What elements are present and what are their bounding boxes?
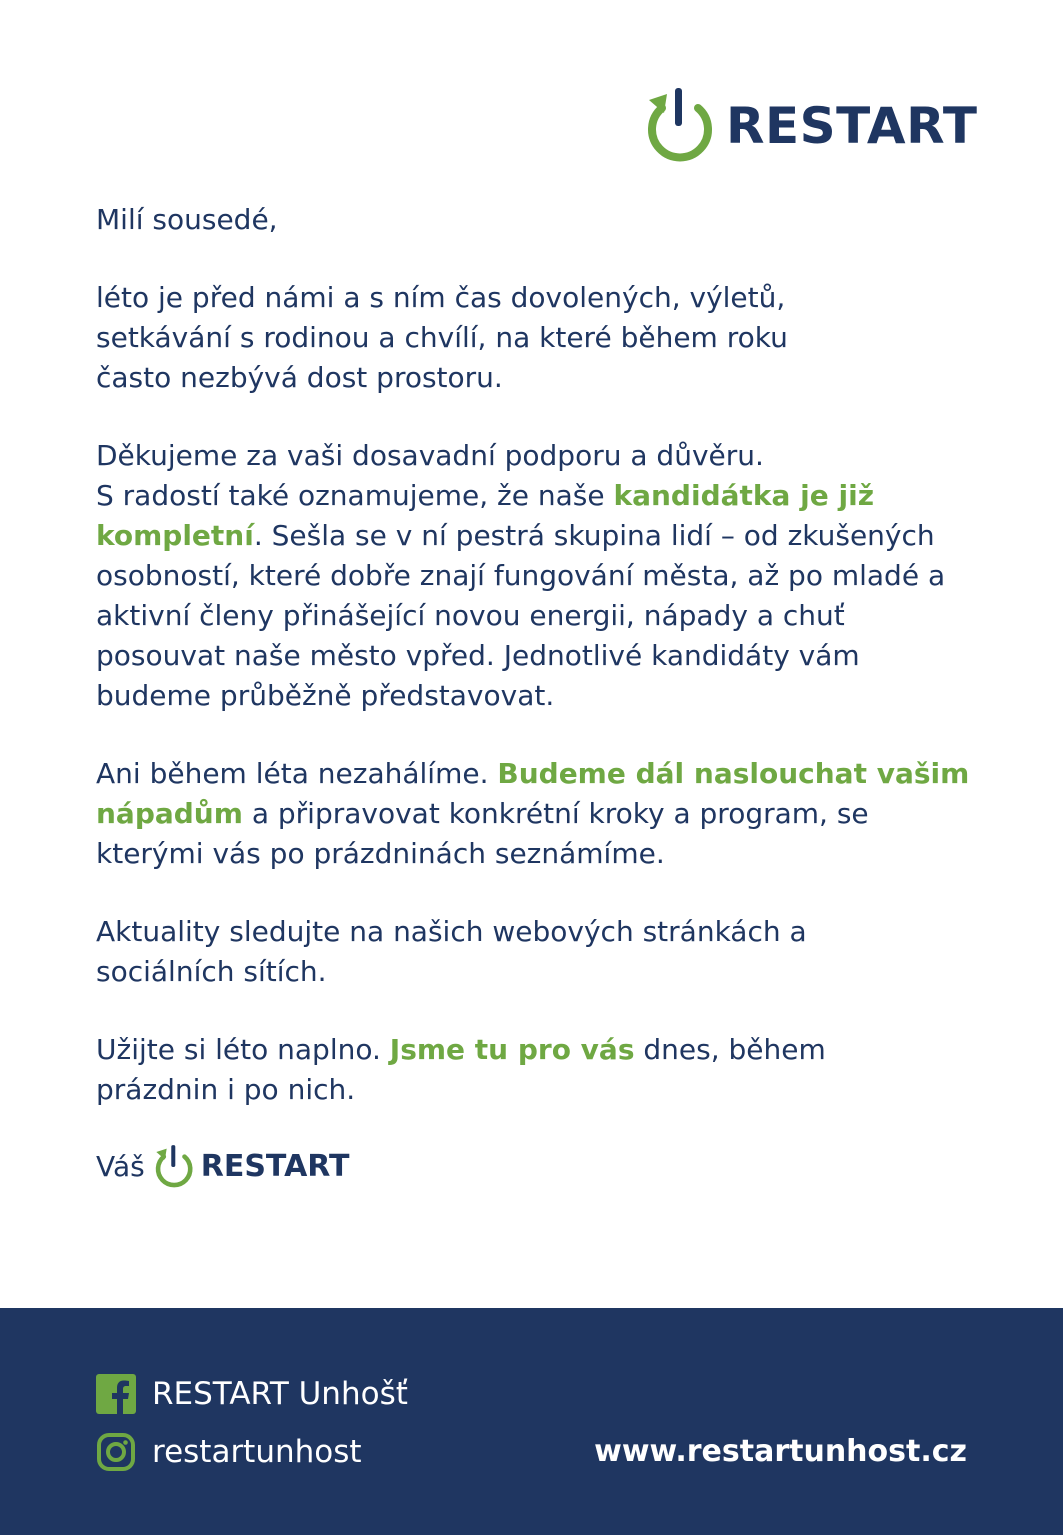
paragraph-summer-text: léto je před námi a s ním čas dovolených, výletů, setkávání s rodinou a chvílí, na které během roku často nezbývá dost prostoru. bbox=[96, 281, 788, 394]
logo-text: RESTART bbox=[726, 97, 978, 155]
highlight-listening: Budeme dál naslouchat vašim nápadům bbox=[96, 757, 970, 830]
instagram-link[interactable] bbox=[96, 1432, 362, 1472]
greeting: Milí sousedé, bbox=[96, 203, 278, 236]
paragraph-news bbox=[96, 912, 856, 992]
paragraph-enjoy-intro: Užijte si léto naplno. bbox=[96, 1033, 390, 1066]
paragraph-candidates-intro: S radostí také oznamujeme, že naše bbox=[96, 479, 614, 512]
paragraph-enjoy bbox=[96, 1030, 886, 1110]
facebook-label: RESTART Unhošť bbox=[152, 1376, 408, 1412]
facebook-icon bbox=[96, 1374, 136, 1414]
letter-body bbox=[96, 200, 976, 1190]
paragraph-summer bbox=[96, 278, 856, 398]
website-link[interactable]: www.restartunhost.cz bbox=[594, 1434, 967, 1469]
power-arrow-icon bbox=[151, 1144, 195, 1190]
paragraph-listening bbox=[96, 754, 976, 874]
footer bbox=[0, 1308, 1063, 1535]
paragraph-candidates-thanks: Děkujeme za vaši dosavadní podporu a důvěru. bbox=[96, 439, 764, 472]
paragraph-news-text: Aktuality sledujte na našich webových stránkách a sociálních sítích. bbox=[96, 915, 807, 988]
power-arrow-icon bbox=[640, 86, 716, 166]
paragraph-candidates bbox=[96, 436, 966, 716]
highlight-candidates: kandidátka je již kompletní bbox=[96, 479, 874, 552]
signature-logo-text: RESTART bbox=[200, 1149, 350, 1184]
paragraph-enjoy-rest: dnes, během prázdnin i po nich. bbox=[96, 1033, 826, 1106]
paragraph-listening-intro: Ani během léta nezahálíme. bbox=[96, 757, 498, 790]
signature-prefix: Váš bbox=[96, 1150, 145, 1183]
paragraph-listening-rest: a připravovat konkrétní kroky a program, se kterými vás po prázdninách seznámíme. bbox=[96, 797, 869, 870]
facebook-link[interactable] bbox=[96, 1374, 408, 1414]
paragraph-candidates-rest: . Sešla se v ní pestrá skupina lidí – od zkušených osobností, které dobře znají fungování města, až po mladé a aktivní členy přinášející novou energii, nápady a chuť posouvat naše město vpřed. Jednotlivé kandidáty vám budeme průběžně představovat. bbox=[96, 519, 946, 712]
signature bbox=[96, 1144, 976, 1190]
instagram-label: restartunhost bbox=[152, 1434, 362, 1470]
highlight-for-you: Jsme tu pro vás bbox=[389, 1033, 635, 1066]
restart-logo bbox=[640, 86, 977, 166]
instagram-icon bbox=[96, 1432, 136, 1472]
